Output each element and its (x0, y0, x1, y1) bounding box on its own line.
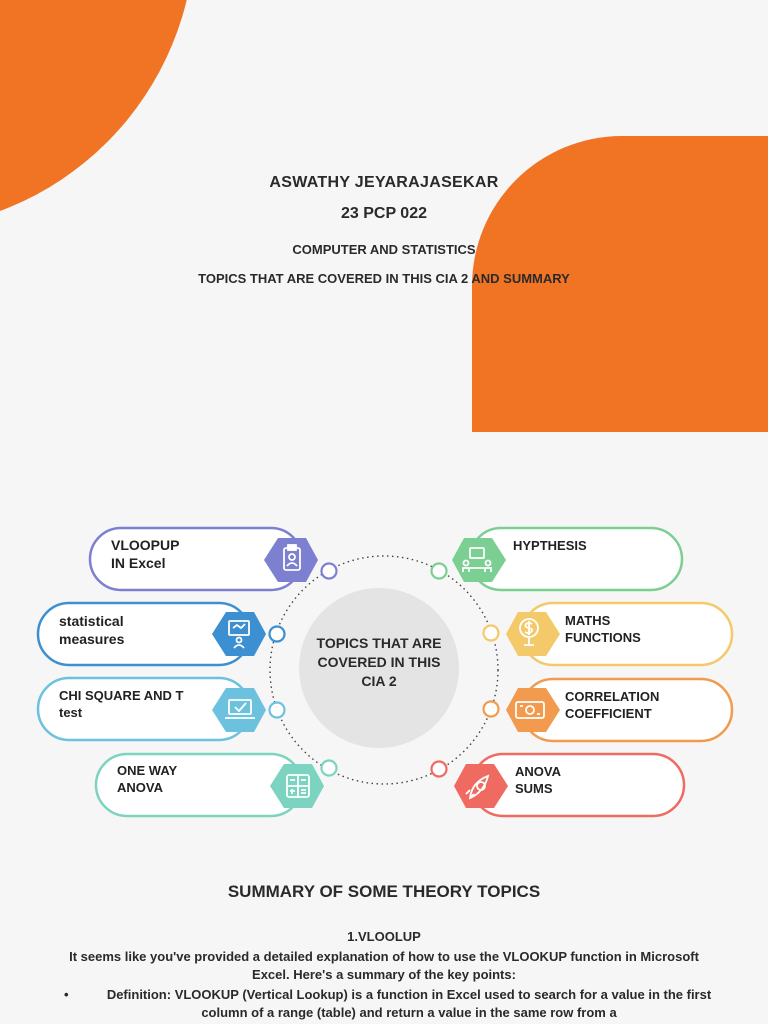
topics-subtitle: TOPICS THAT ARE COVERED IN THIS CIA 2 AND SUMMARY (198, 271, 570, 286)
student-id: 23 PCP 022 (341, 205, 427, 222)
section-heading: 1.VLOOLUP (347, 929, 421, 944)
summary-intro-paragraph: It seems like you've provided a detailed explanation of how to use the VLOOKUP function in Microsoft Excel. Here's a summary of the key points: (69, 949, 699, 982)
topic-chi-square-t-test: CHI SQUARE AND T test (59, 688, 184, 720)
topic-vlookup: VLOOPUP IN Excel (111, 537, 180, 571)
author-name: ASWATHY JEYARAJASEKAR (269, 174, 499, 191)
topic-hypothesis: HYPTHESIS (513, 538, 587, 553)
topic-one-way-anova: ONE WAY ANOVA (117, 763, 178, 795)
topic-statistical-measures: statistical measures (59, 613, 125, 647)
topic-maths-functions: MATHS FUNCTIONS (565, 613, 641, 645)
topic-correlation-coefficient: CORRELATION COEFFICIENT (565, 689, 660, 721)
diagram-center-label: TOPICS THAT ARE COVERED IN THIS CIA 2 (316, 635, 442, 689)
course-title: COMPUTER AND STATISTICS (292, 242, 476, 257)
summary-title: SUMMARY OF SOME THEORY TOPICS (227, 882, 541, 901)
bullet-item (64, 986, 724, 1022)
bullet-definition-text: Definition: VLOOKUP (Vertical Lookup) is a function in Excel used to search for a value in the first column of a range (table) and return a value in the same row from a (106, 987, 712, 1020)
orange-decor-top-left (0, 0, 195, 230)
topic-anova-sums: ANOVA SUMS (515, 764, 561, 796)
bullet-dot-icon: • (64, 987, 69, 1002)
